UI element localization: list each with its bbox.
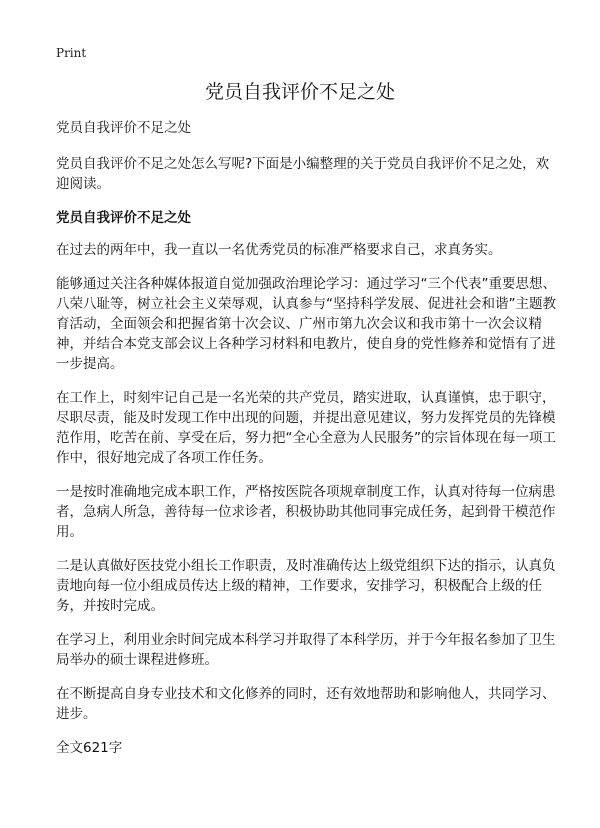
article-subtitle: 党员自我评价不足之处 [56, 120, 191, 136]
paragraph: 能够通过关注各种媒体报道自觉加强政治理论学习：通过学习“三个代表”重要思想、八荣八耻等，树立社会主义荣辱观，认真参与“坚持科学发展、促进社会和谐”主题教育活动，全面领会和把握省第十次会议、广州市第九次会议和我市第十一次会议精神，并结合本党支部会议上各种学习材料和电教片，使自身的党性修养和觉悟有了进一步提高。 [56, 276, 556, 372]
paragraph: 一是按时准确地完成本职工作，严格按医院各项规章制度工作，认真对待每一位病患者，急病人所急，善待每一位求诊者，积极协助其他同事完成任务，起到骨干模范作用。 [56, 484, 556, 540]
paragraph: 在学习上，利用业余时间完成本科学习并取得了本科学历，并于今年报名参加了卫生局举办的硕士课程进修班。 [56, 632, 556, 668]
paragraph: 在过去的两年中，我一直以一名优秀党员的标准严格要求自己，求真务实。 [56, 242, 502, 258]
word-count: 全文621字 [56, 740, 123, 756]
paragraph: 在不断提高自身专业技术和文化修养的同时，还有效地帮助和影响他人，共同学习、进步。 [56, 686, 556, 722]
page-title: 党员自我评价不足之处 [204, 81, 395, 103]
intro-paragraph: 党员自我评价不足之处怎么写呢?下面是小编整理的关于党员自我评价不足之处，欢迎阅读。 [56, 156, 550, 192]
print-link[interactable]: Print [56, 46, 87, 60]
paragraph: 二是认真做好医技党小组长工作职责，及时准确传达上级党组织下达的指示，认真负责地向每一位小组成员传达上级的精神，工作要求，安排学习，积极配合上级的任务，并按时完成。 [56, 558, 556, 614]
paragraph: 在工作上，时刻牢记自己是一名光荣的共产党员，踏实进取，认真谨慎，忠于职守，尽职尽责，能及时发现工作中出现的问题，并提出意见建议，努力发挥党员的先锋模范作用，吃苦在前、享受在后，努力把“全心全意为人民服务”的宗旨体现在每一项工作中，很好地完成了各项工作任务。 [56, 390, 556, 466]
article-body [56, 118, 556, 772]
section-heading: 党员自我评价不足之处 [56, 210, 191, 226]
